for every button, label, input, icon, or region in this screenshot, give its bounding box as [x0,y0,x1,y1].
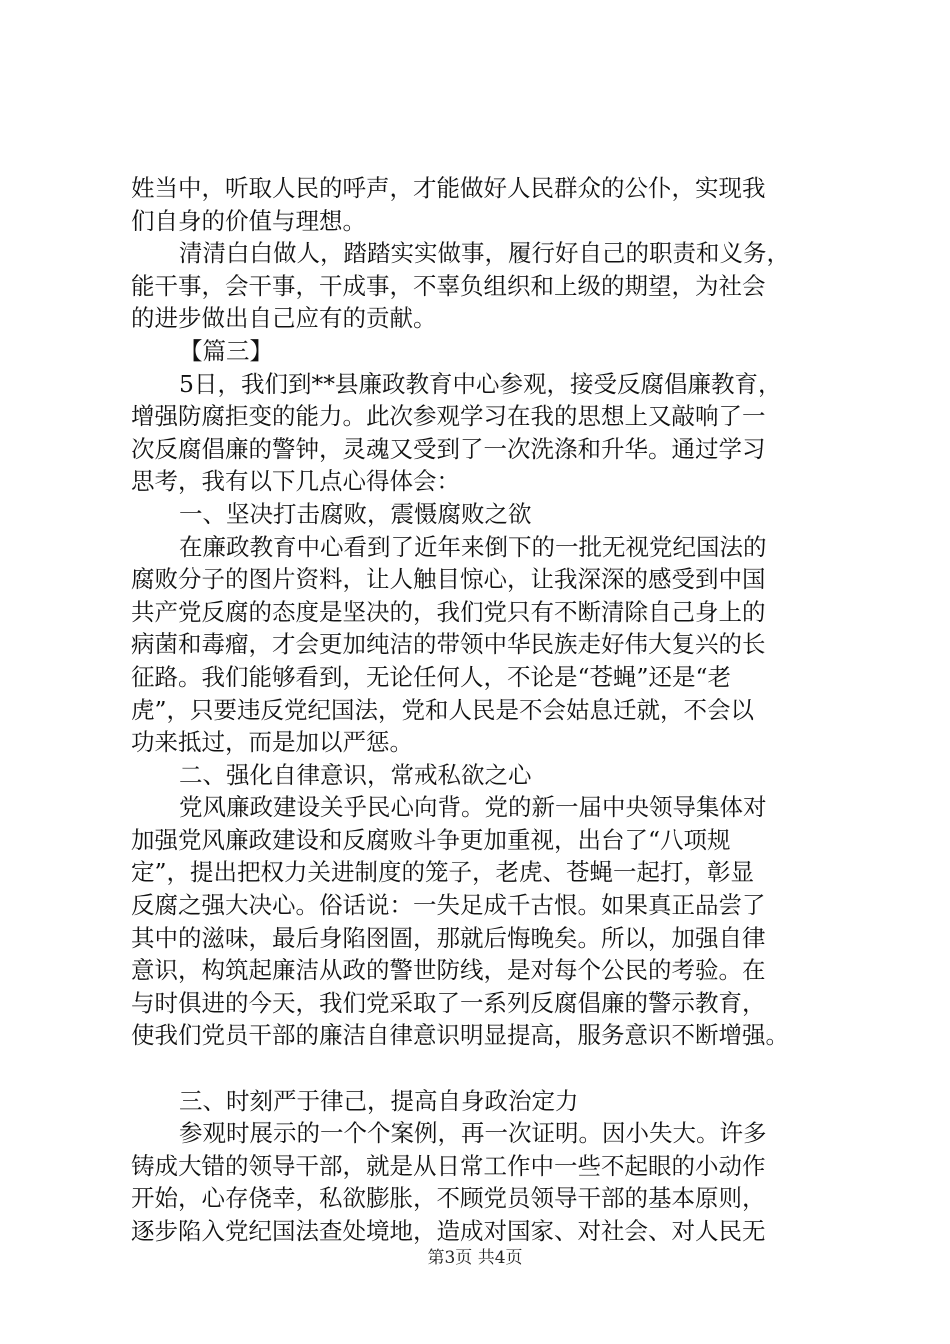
text-line: 定”，提出把权力关进制度的笼子，老虎、苍蝇一起打，彰显 [131,858,755,887]
text-line: 虎”，只要违反党纪国法，党和人民是不会姑息迁就，不会以 [131,695,755,724]
text-line: 思考，我有以下几点心得体会： [131,467,460,496]
text-line: 加强党风廉政建设和反腐败斗争更加重视，出台了“八项规 [131,825,731,854]
text-line: 腐败分子的图片资料，让人触目惊心，让我深深的感受到中国 [131,565,766,594]
text-line: 功来抵过，而是加以严惩。 [131,728,413,757]
text-line: 党风廉政建设关乎民心向背。党的新一届中央领导集体对 [179,793,767,822]
text-line: 在廉政教育中心看到了近年来倒下的一批无视党纪国法的 [179,532,767,561]
text-line: 病菌和毒瘤，才会更加纯洁的带领中华民族走好伟大复兴的长 [131,630,766,659]
subheading: 二、强化自律意识，常戒私欲之心 [179,760,532,789]
text-line: 逐步陷入党纪国法查处境地，造成对国家、对社会、对人民无 [131,1217,766,1245]
section-heading: 【篇三】 [179,336,273,365]
text-line: 次反腐倡廉的警钟，灵魂又受到了一次洗涤和升华。通过学习 [131,434,766,463]
blank-line [131,1052,831,1085]
text-line: 的进步做出自己应有的贡献。 [131,304,437,333]
text-line: 意识，构筑起廉洁从政的警世防线，是对每个公民的考验。在 [131,956,766,985]
text-line: 增强防腐拒变的能力。此次参观学习在我的思想上又敲响了一 [131,402,766,431]
text-line: 们自身的价值与理想。 [131,206,366,235]
text-line: 能干事，会干事，干成事，不辜负组织和上级的期望，为社会 [131,271,766,300]
subheading: 一、坚决打击腐败，震慑腐败之欲 [179,499,532,528]
text-line: 共产党反腐的态度是坚决的，我们党只有不断清除自己身上的 [131,597,766,626]
page-footer [0,1243,950,1268]
text-line: 姓当中，听取人民的呼声，才能做好人民群众的公仆，实现我 [131,174,766,202]
document-body [131,172,831,1248]
text-line: 与时俱进的今天，我们党采取了一系列反腐倡廉的警示教育， [131,988,766,1017]
text-line: 征路。我们能够看到，无论任何人，不论是“苍蝇”还是“老 [131,662,732,691]
subheading: 三、时刻严于律己，提高自身政治定力 [179,1086,579,1115]
text-line: 5日，我们到**县廉政教育中心参观，接受反腐倡廉教育， [179,369,782,398]
text-line: 反腐之强大决心。俗话说：一失足成千古恨。如果真正品尝了 [131,891,766,920]
text-line: 开始，心存侥幸，私欲膨胀，不顾党员领导干部的基本原则， [131,1184,766,1213]
text-line: 铸成大错的领导干部，就是从日常工作中一些不起眼的小动作 [131,1151,766,1180]
text-line: 其中的滋味，最后身陷囹圄，那就后悔晚矣。所以，加强自律 [131,923,766,952]
text-line: 参观时展示的一个个案例，再一次证明。因小失大。许多 [179,1119,767,1148]
page-indicator: 第3页 共4页 [427,1248,523,1268]
text-line: 清清白白做人，踏踏实实做事，履行好自己的职责和义务， [179,239,790,268]
text-line: 使我们党员干部的廉洁自律意识明显提高，服务意识不断增强。 [131,1021,789,1050]
